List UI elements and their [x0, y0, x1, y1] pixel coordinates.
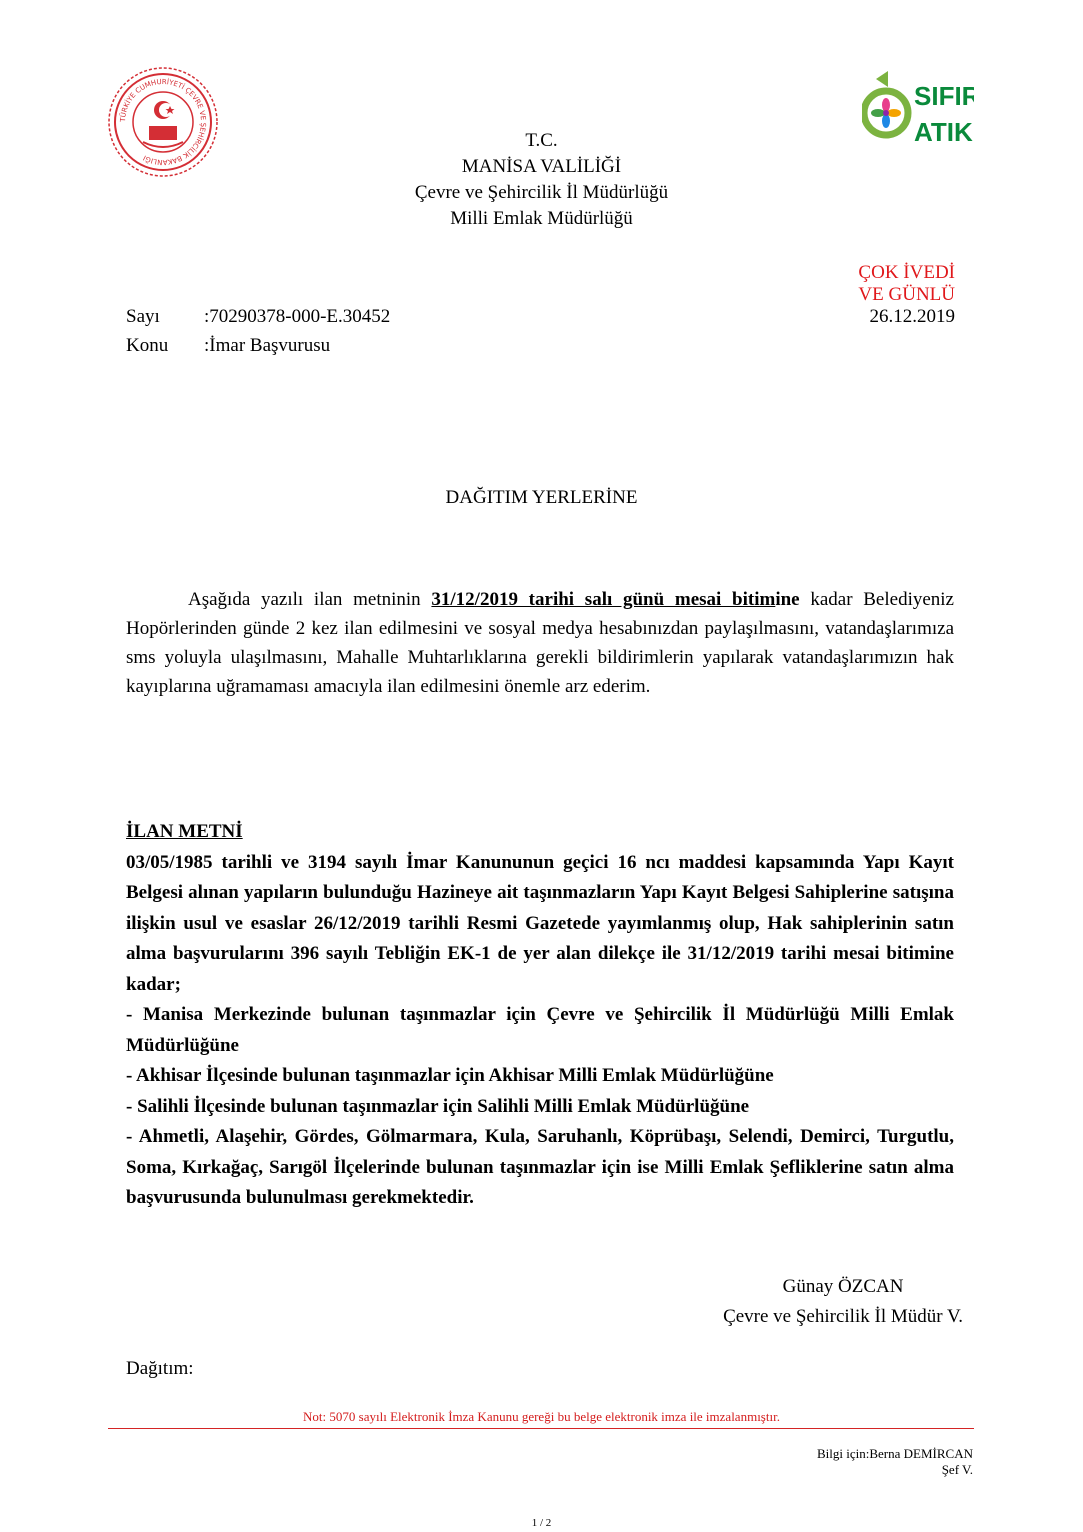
header-tc: T.C. — [525, 130, 558, 151]
e-signature-note: Not: 5070 sayılı Elektronik İmza Kanunu gereği bu belge elektronik imza ile imzalanmıştır. — [303, 1409, 780, 1424]
body-deadline: 31/12/2019 tarihi salı günü mesai bitim — [431, 589, 776, 610]
urgency-line-1: ÇOK İVEDİ — [858, 262, 955, 283]
header-governorship: MANİSA VALİLİĞİ — [461, 156, 622, 177]
logo-word-2: ATIK — [914, 117, 973, 147]
seal-ring-text: TÜRKİYE CUMHURİYETİ ÇEVRE VE ŞEHİRCİLİK BAKANLIĞI — [118, 77, 208, 167]
distribution-label: Dağıtım: — [126, 1358, 194, 1379]
signer-name: Günay ÖZCAN — [782, 1276, 904, 1297]
header-directorate: Çevre ve Şehircilik İl Müdürlüğü — [414, 182, 669, 203]
reference-number — [126, 306, 390, 328]
page-number: 1 / 2 — [531, 1517, 552, 1529]
signature-block — [723, 1272, 963, 1332]
signer-title: Çevre ve Şehircilik İl Müdür V. — [723, 1306, 963, 1327]
announcement-item-2: - Akhisar İlçesinde bulunan taşınmazlar için Akhisar Milli Emlak Müdürlüğüne — [126, 1065, 774, 1086]
announcement-paragraph-1: 03/05/1985 tarihli ve 3194 sayılı İmar Kanununun geçici 16 ncı maddesi kapsamında Yapı Kayıt Belgesi alınan yapıların bulunduğu Hazineye ait taşınmazların Yapı Kayıt Belgesi Sahiplerine satışına ilişkin usul ve esaslar 26/12/2019 tarihli Resmi Gazetede yayımlanmış olup, Hak sahiplerinin satın alma başvurularını 396 sayılı Tebliğin EK-1 de yer alan dilekçe ile 31/12/2019 tarihi mesai bitimine kadar; — [126, 851, 954, 995]
urgency-label — [858, 262, 955, 306]
header-department: Milli Emlak Müdürlüğü — [450, 208, 633, 229]
footer-divider — [108, 1428, 974, 1429]
logo-word-1: SIFIR — [914, 81, 974, 111]
konu-value: :İmar Başvurusu — [204, 335, 331, 356]
sayi-label: Sayı — [126, 306, 160, 327]
konu-label: Konu — [126, 335, 169, 356]
body-part-1: Aşağıda yazılı ilan metninin — [188, 589, 432, 610]
body-part-3: ine — [775, 589, 800, 610]
document-date: 26.12.2019 — [869, 306, 955, 327]
announcement-section — [126, 817, 954, 1214]
announcement-item-1: - Manisa Merkezinde bulunan taşınmazlar için Çevre ve Şehircilik İl Müdürlüğü Milli Emlak Müdürlüğüne — [126, 1004, 954, 1056]
subject-line — [126, 335, 330, 357]
announcement-title: İLAN METNİ — [126, 821, 243, 842]
body-paragraph — [126, 585, 954, 701]
sayi-value: :70290378-000-E.30452 — [204, 306, 391, 327]
announcement-item-4: - Ahmetli, Alaşehir, Gördes, Gölmarmara, Kula, Saruhanlı, Köprübaşı, Selendi, Demirci, Turgutlu, Soma, Kırkağaç, Sarıgöl İlçelerinde bulunan taşınmazlar için ise Milli Emlak Şefliklerine satın alma başvurusunda bulunulması gerekmektedir. — [126, 1126, 954, 1208]
contact-info — [817, 1446, 973, 1478]
body-part-4: kadar Belediyeniz Hopörlerinden günde 2 kez ilan edilmesini ve sosyal medya hesabınızdan paylaşılmasını, vatandaşlarımıza sms yoluyla ulaşılmasını, Mahalle Muhtarlıklarına gerekli bildirimlerin yapılarak vatandaşlarımızın hak kayıplarına uğramaması amacıyla ilan edilmesini önemle arz ederim. — [126, 589, 954, 697]
contact-line-2: Şef V. — [941, 1462, 973, 1477]
distribution-title: DAĞITIM YERLERİNE — [445, 487, 638, 508]
urgency-line-2: VE GÜNLÜ — [858, 284, 955, 305]
contact-line-1: Bilgi için:Berna DEMİRCAN — [817, 1446, 973, 1461]
announcement-item-3: - Salihli İlçesinde bulunan taşınmazlar için Salihli Milli Emlak Müdürlüğüne — [126, 1095, 750, 1117]
